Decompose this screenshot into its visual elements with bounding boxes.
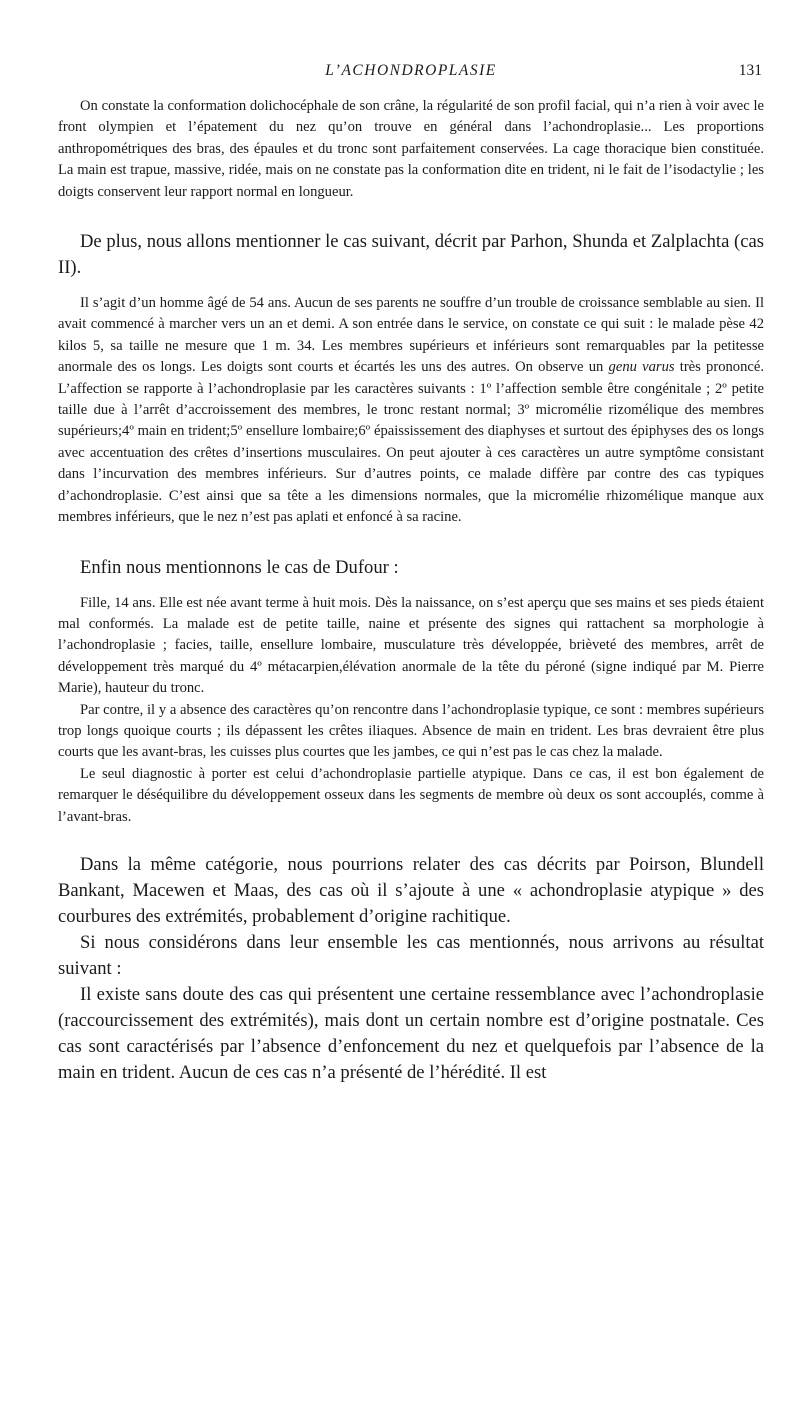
dufour-case-block xyxy=(58,593,764,828)
case-ii-text-start: Il s’agit d’un homme âgé de 54 ans. Aucun de ses parents ne souffre d’un trouble de croissance semblable au sien. Il avait commencé à marcher vers un an et demi. A son entrée dans le service, on constate ce qui suit : le malade pèse 42 kilos 5, sa taille ne mesure que 1 m. 34. Les membres supérieurs et inférieurs sont remarquables par la petitesse anormale des os longs. Les doigts sont courts et écartés les uns des autres. On observe un xyxy=(58,295,764,376)
case-ii-text-end: très prononcé. L’affection se rapporte à l’achondroplasie par les caractères suivants : 1º l’affection semble être congénitale ; 2º petite taille due à l’arrêt d’accroissement des membres, le tronc restant normal; 3º micromélie rizomélique des membres supérieurs;4º main en trident;5º ensellure lombaire;6º épaississement des diaphyses et surtout des épiphyses des os longs avec accentuation des crêtes d’insertions musculaires. On peut ajouter à ces caractères un autre symptôme consistant dans l’incurvation des membres inférieurs. Sur d’autres points, ce malade diffère par contre des cas typiques d’achondroplasie. C’est ainsi que sa tête a les dimensions normales, que la micromélie rhizomélique manque aux membres inférieurs, que le nez n’est pas aplati et enfoncé à sa racine. xyxy=(58,359,764,526)
paragraph-case-ii xyxy=(58,293,764,528)
paragraph-dufour-contrast: Par contre, il y a absence des caractères qu’on rencontre dans l’achondroplasie typique, ce sont : membres supérieurs trop longs quoique courts ; ils dépassent les crêtes iliaques. Absence de main en trident. Les bras devraient être plus courts que les avant-bras, les cuisses plus courtes que les jambes, ce qui n’est pas le cas chez la malade. xyxy=(58,701,764,761)
paragraph-conclusion: Il existe sans doute des cas qui présentent une certaine ressemblance avec l’achondroplasie (raccourcissement des extrémités), mais dont un certain nombre est d’origine postnatale. Ces cas sont caractérisés par l’absence d’enfoncement du nez et quelquefois par l’absence de la main en trident. Aucun de ces cas n’a présenté de l’hérédité. Il est xyxy=(58,983,764,1083)
paragraph-dufour-case: Fille, 14 ans. Elle est née avant terme à huit mois. Dès la naissance, on s’est aperçu que ses mains et ses pieds étaient mal conformés. La malade est de petite taille, naine et présente des signes qui rattachent sa morphologie à l’achondroplasie ; facies, taille, ensellure lombaire, musculature très développée, brièveté des membres, arrêt de développement très marqué du 4º métacarpien,élévation anormale de la tête du péroné (signe indiqué par M. Pierre Marie), hauteur du tronc. xyxy=(58,594,764,697)
paragraph-parhon-intro: De plus, nous allons mentionner le cas suivant, décrit par Parhon, Shunda et Zalplachta (cas II). xyxy=(58,231,764,279)
paragraph-same-category: Dans la même catégorie, nous pourrions relater des cas décrits par Poirson, Blundell Bankant, Macewen et Maas, des cas où il s’ajoute à une « achondroplasie atypique » des courbures des extrémités, probablement d’origine rachitique. xyxy=(58,853,764,927)
paragraph-dufour-intro: Enfin nous mentionnons le cas de Dufour : xyxy=(80,556,399,578)
paragraph-dufour-diagnosis: Le seul diagnostic à porter est celui d’achondroplasie partielle atypique. Dans ce cas, il est bon également de remarquer le déséquilibre du développement osseux dans les segments de membre où deux os sont accouplés, comme à l’avant-bras. xyxy=(58,765,764,825)
paragraph-considering: Si nous considérons dans leur ensemble les cas mentionnés, nous arrivons au résultat suivant : xyxy=(58,931,764,979)
paragraph-quote-profile: On constate la conformation dolichocéphale de son crâne, la régularité de son profil facial, qui n’a rien à voir avec le front olympien et l’épatement du nez qu’on trouve en général dans l’achondroplasie... Les proportions anthropométriques des bras, des épaules et du tronc sont parfaitement conservées. La cage thoracique bien constituée. La main est trapue, massive, ridée, mais on ne constate pas la conformation dite en trident, ni le fait de l’isodactylie ; les doigts conservent leur rapport normal en longueur. xyxy=(58,98,764,200)
running-title: L’ACHONDROPLASIE xyxy=(325,62,497,79)
genu-varus-term: genu varus xyxy=(608,359,675,376)
page-number: 131 xyxy=(738,62,762,79)
page-header xyxy=(58,62,764,84)
